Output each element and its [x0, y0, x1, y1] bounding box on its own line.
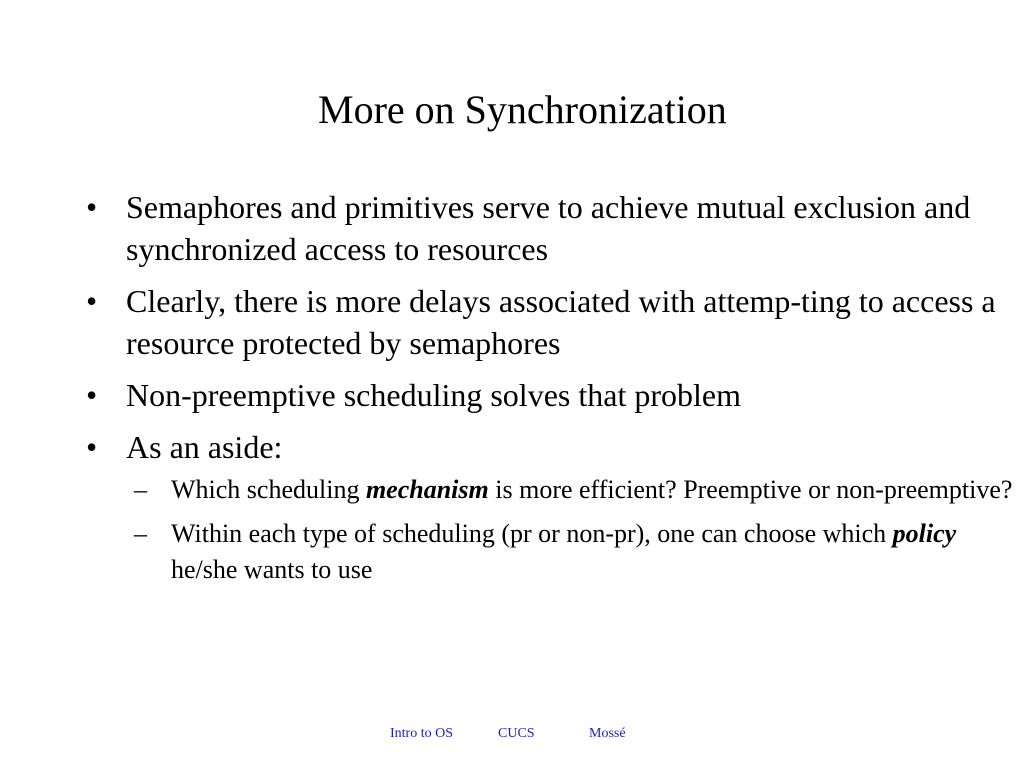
footer-department: CUCS — [498, 726, 535, 741]
bullet-text: Semaphores and primitives serve to achieve mutual exclusion and synchronized access to resources — [126, 189, 971, 267]
subbullet-emphasis: policy — [892, 519, 957, 548]
slide-title: More on Synchronization — [318, 87, 727, 132]
bullet-marker: • — [86, 283, 98, 319]
bullet-text: As an aside: — [126, 429, 283, 465]
footer-course: Intro to OS — [390, 726, 453, 741]
footer-author: Mossé — [589, 726, 626, 741]
bullet-item — [80, 426, 1013, 588]
bullet-marker: • — [86, 377, 98, 413]
subbullet-emphasis: mechanism — [365, 475, 489, 504]
subbullet-item — [126, 516, 1021, 588]
bullet-item — [80, 186, 1000, 270]
bullet-item — [80, 374, 1000, 416]
subbullet-marker: – — [134, 475, 147, 504]
bullet-item — [80, 280, 1000, 364]
bullet-text: Clearly, there is more delays associated with attemp-ting to access a resource protected by semaphores — [126, 283, 996, 361]
bullet-marker: • — [86, 429, 98, 465]
subbullet-text-before: Within each type of scheduling (pr or non-pr), one can choose which — [171, 519, 893, 548]
slide-footer — [0, 726, 1024, 746]
bullet-list — [80, 186, 1013, 598]
bullet-marker: • — [86, 189, 98, 225]
subbullet-item — [126, 472, 1021, 508]
subbullet-marker: – — [134, 519, 147, 548]
subbullet-text-before: Which scheduling — [171, 475, 366, 504]
bullet-text: Non-preemptive scheduling solves that problem — [126, 377, 741, 413]
subbullet-text-after: he/she wants to use — [171, 555, 373, 584]
subbullet-text-after: is more efficient? Preemptive or non-preemptive? — [488, 475, 1013, 504]
subbullet-list — [126, 472, 1013, 588]
